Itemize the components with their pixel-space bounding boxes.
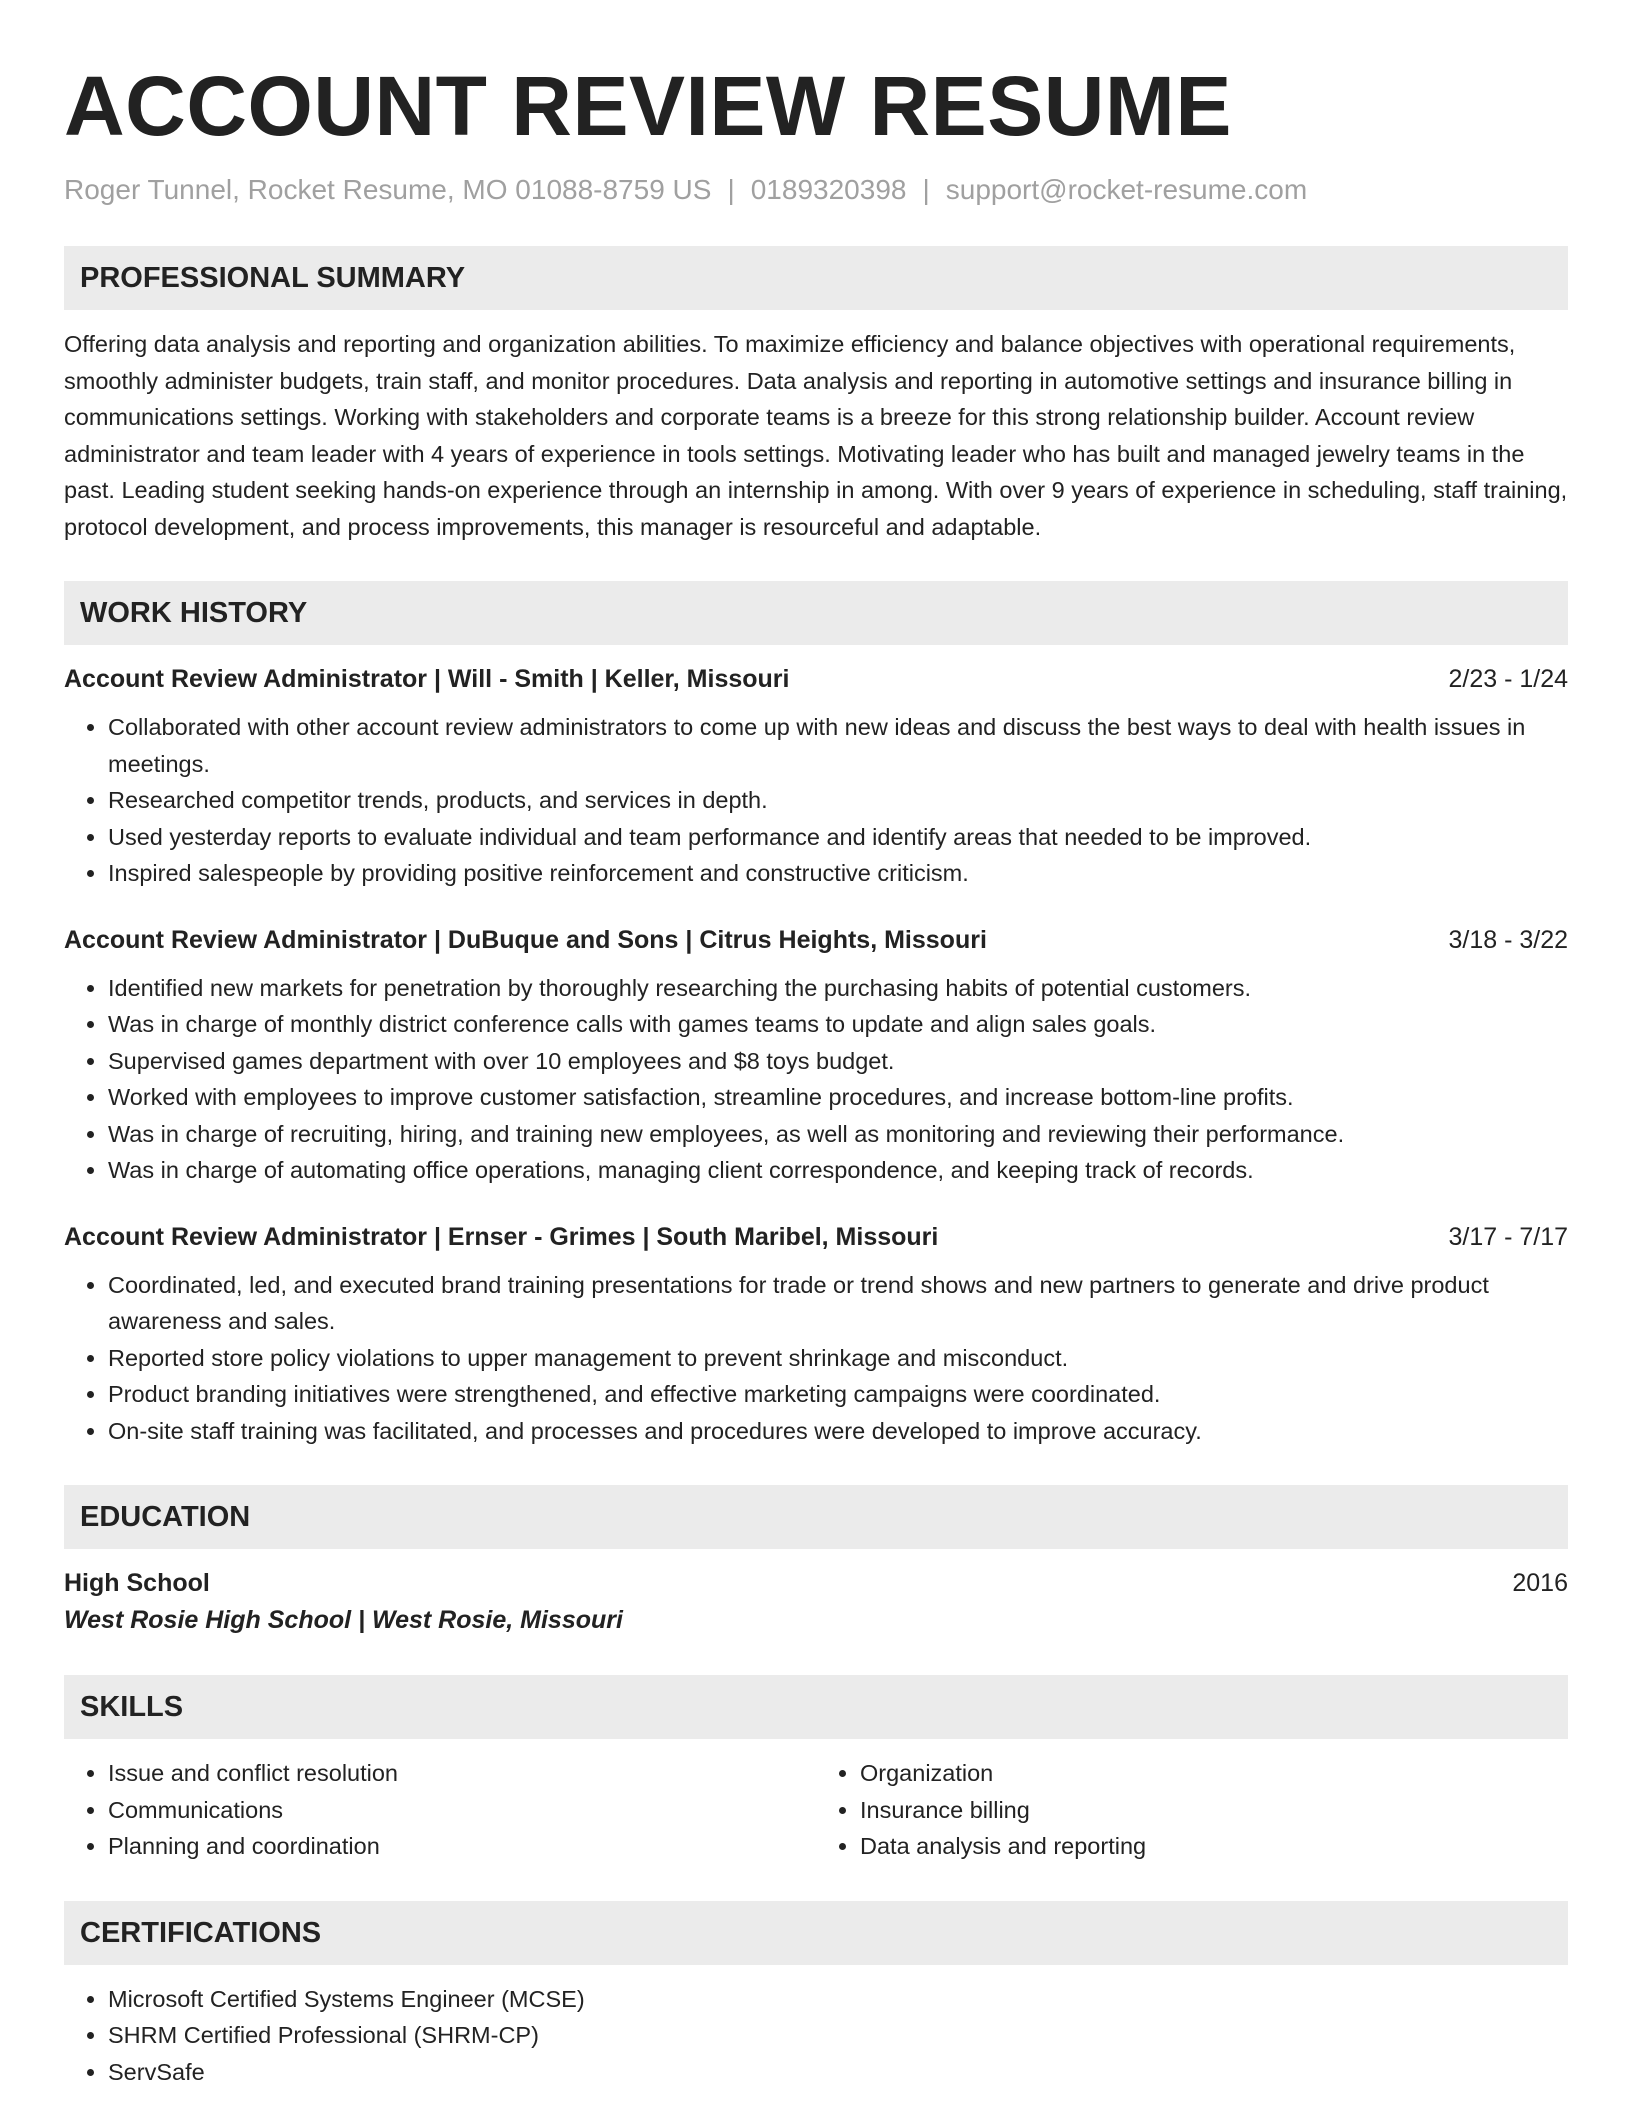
job-bullet: • Researched competitor trends, products, and services in depth. [108,782,1568,819]
contact-separator: | [922,174,930,205]
job-title: Account Review Administrator | DuBuque and Sons | Citrus Heights, Missouri [64,925,987,954]
section-header-skills: SKILLS [64,1675,1568,1739]
job-bullets [64,970,1568,1189]
job-bullet: • Was in charge of monthly district conference calls with games teams to update and align sales goals. [108,1006,1568,1043]
certification-item: • Microsoft Certified Systems Engineer (MCSE) [108,1981,1568,2018]
job-entry [64,661,1568,892]
skills-list [64,1755,1568,1865]
education-degree: High School [64,1569,210,1597]
job-bullet: • Was in charge of recruiting, hiring, and training new employees, as well as monitoring and reviewing their performance. [108,1116,1568,1153]
job-entry [64,1219,1568,1450]
job-bullet: • Used yesterday reports to evaluate individual and team performance and identify areas that needed to be improved. [108,819,1568,856]
job-title: Account Review Administrator | Will - Smith | Keller, Missouri [64,665,790,693]
skill-item: • Data analysis and reporting [860,1828,1568,1865]
section-header-work-history: WORK HISTORY [64,581,1568,645]
skill-item: • Insurance billing [860,1792,1568,1829]
skill-item: • Communications [108,1792,816,1829]
job-dates: 3/17 - 7/17 [1448,1222,1568,1251]
job-bullets [64,709,1568,892]
job-bullet: • On-site staff training was facilitated, and processes and procedures were developed to improve accuracy. [108,1413,1568,1450]
education-school: West Rosie High School | West Rosie, Missouri [64,1606,623,1634]
education-header [64,1565,1568,1601]
contact-address: Roger Tunnel, Rocket Resume, MO 01088-8759 US [64,174,712,205]
job-bullet: • Reported store policy violations to upper management to prevent shrinkage and misconduct. [108,1340,1568,1377]
section-header-certifications: CERTIFICATIONS [64,1901,1568,1965]
resume-title: ACCOUNT REVIEW RESUME [64,59,1232,153]
job-header [64,922,1568,958]
job-bullets [64,1267,1568,1450]
contact-email: support@rocket-resume.com [945,174,1308,205]
contact-line [64,170,1568,210]
job-header [64,1219,1568,1255]
certification-item: • ServSafe [108,2054,1568,2091]
job-header [64,661,1568,697]
certification-item: • SHRM Certified Professional (SHRM-CP) [108,2017,1568,2054]
skills-column-left [64,1755,816,1865]
job-bullet: • Identified new markets for penetration by thoroughly researching the purchasing habits of potential customers. [108,970,1568,1007]
skill-item: • Issue and conflict resolution [108,1755,816,1792]
section-header-education: EDUCATION [64,1485,1568,1549]
job-dates: 2/23 - 1/24 [1448,665,1568,693]
contact-phone: 0189320398 [750,174,907,205]
job-bullet: • Supervised games department with over 10 employees and $8 toys budget. [108,1043,1568,1080]
job-bullet: • Worked with employees to improve customer satisfaction, streamline procedures, and increase bottom-line profits. [108,1079,1568,1116]
job-title: Account Review Administrator | Ernser - Grimes | South Maribel, Missouri [64,1222,939,1251]
job-bullet: • Coordinated, led, and executed brand training presentations for trade or trend shows and new partners to generate and drive product awareness and sales. [108,1267,1568,1340]
job-bullet: • Product branding initiatives were strengthened, and effective marketing campaigns were coordinated. [108,1376,1568,1413]
job-bullet: • Collaborated with other account review administrators to come up with new ideas and discuss the best ways to deal with health issues in meetings. [108,709,1568,782]
job-bullet: • Inspired salespeople by providing positive reinforcement and constructive criticism. [108,855,1568,892]
job-entry [64,922,1568,1189]
job-dates: 3/18 - 3/22 [1448,925,1568,954]
job-bullet: • Was in charge of automating office operations, managing client correspondence, and keeping track of records. [108,1152,1568,1189]
certifications-list [64,1981,1568,2091]
skill-item: • Organization [860,1755,1568,1792]
education-entry [64,1565,1568,1639]
education-year: 2016 [1512,1569,1568,1597]
summary-text: Offering data analysis and reporting and organization abilities. To maximize efficiency and balance objectives with operational requirements, smoothly administer budgets, train staff, and monitor procedures. Data analysis and reporting in automotive settings and insurance billing in communications settings. Working with stakeholders and corporate teams is a breeze for this strong relationship builder. Account review administrator and team leader with 4 years of experience in tools settings. Motivating leader who has built and managed jewelry teams in the past. Leading student seeking hands-on experience through an internship in among. With over 9 years of experience in scheduling, staff training, protocol development, and process improvements, this manager is resourceful and adaptable. [64,331,1568,540]
contact-separator: | [727,174,735,205]
skill-item: • Planning and coordination [108,1828,816,1865]
section-header-summary: PROFESSIONAL SUMMARY [64,246,1568,310]
skills-column-right [816,1755,1568,1865]
